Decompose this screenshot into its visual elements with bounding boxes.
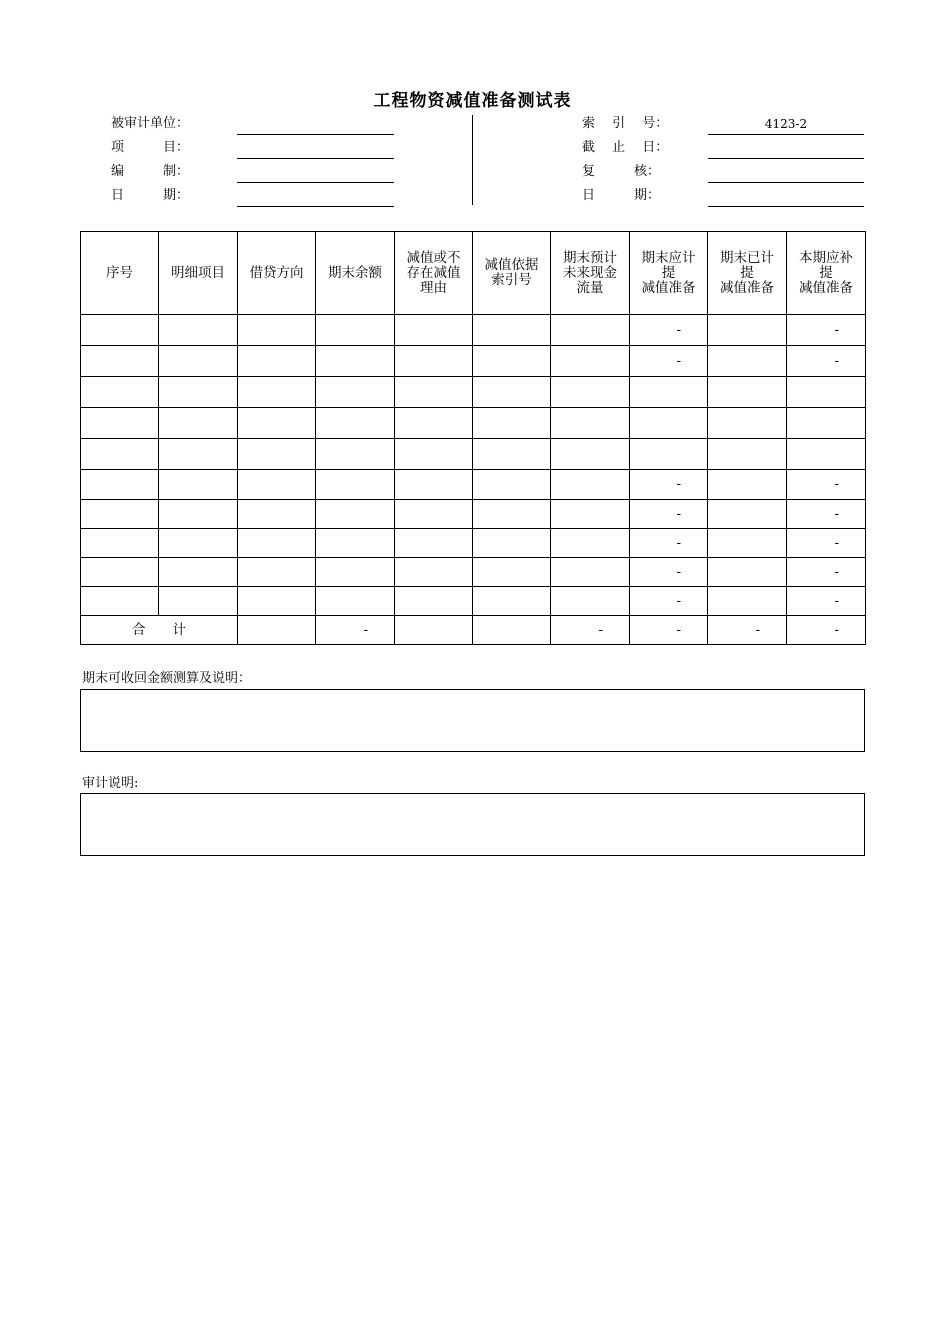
- prepared-by-field[interactable]: [237, 182, 394, 183]
- table-cell[interactable]: [787, 408, 866, 439]
- table-cell[interactable]: [395, 529, 473, 558]
- index-no-field[interactable]: [708, 134, 864, 135]
- table-cell[interactable]: [708, 377, 787, 408]
- table-cell[interactable]: [551, 529, 630, 558]
- table-cell[interactable]: [551, 587, 630, 616]
- column-header: 明细项目: [159, 232, 238, 315]
- table-cell[interactable]: [316, 346, 395, 377]
- project-field[interactable]: [237, 158, 394, 159]
- table-cell[interactable]: [81, 500, 159, 529]
- header-label-index-no: 索 引 号：: [582, 116, 669, 131]
- audited-unit-field[interactable]: [237, 134, 394, 135]
- header-label-project: 项 目：: [111, 140, 190, 155]
- total-cell[interactable]: [238, 616, 316, 645]
- table-cell[interactable]: [395, 439, 473, 470]
- table-cell[interactable]: [473, 500, 551, 529]
- table-cell[interactable]: [551, 500, 630, 529]
- table-cell[interactable]: [395, 315, 473, 346]
- index-no-value: 4123-2: [764, 117, 808, 131]
- date-left-field[interactable]: [237, 206, 394, 207]
- table-cell[interactable]: [551, 558, 630, 587]
- table-cell[interactable]: [81, 439, 159, 470]
- table-cell[interactable]: -: [787, 470, 866, 500]
- table-cell[interactable]: [708, 408, 787, 439]
- table-cell[interactable]: -: [630, 558, 708, 587]
- table-cell[interactable]: [551, 346, 630, 377]
- table-cell[interactable]: [159, 439, 238, 470]
- table-cell[interactable]: [630, 408, 708, 439]
- table-cell[interactable]: [81, 315, 159, 346]
- table-cell[interactable]: [316, 439, 395, 470]
- table-cell[interactable]: [159, 529, 238, 558]
- table-cell[interactable]: [159, 470, 238, 500]
- table-cell[interactable]: -: [630, 500, 708, 529]
- table-cell[interactable]: [630, 377, 708, 408]
- table-cell[interactable]: [159, 377, 238, 408]
- table-cell[interactable]: [551, 470, 630, 500]
- total-cell[interactable]: [395, 616, 473, 645]
- table-cell[interactable]: [787, 439, 866, 470]
- audit-notes-label: 审计说明:: [82, 776, 139, 791]
- table-cell[interactable]: [316, 408, 395, 439]
- table-cell[interactable]: [159, 558, 238, 587]
- table-cell[interactable]: [473, 587, 551, 616]
- table-cell[interactable]: [238, 529, 316, 558]
- table-cell[interactable]: [159, 408, 238, 439]
- table-cell[interactable]: [395, 377, 473, 408]
- table-cell[interactable]: [159, 315, 238, 346]
- table-cell[interactable]: [81, 470, 159, 500]
- recoverable-amount-label: 期末可收回金额测算及说明：: [82, 671, 252, 686]
- table-cell[interactable]: [81, 346, 159, 377]
- table-cell[interactable]: [551, 377, 630, 408]
- table-cell[interactable]: [395, 346, 473, 377]
- cutoff-date-field[interactable]: [708, 158, 864, 159]
- table-cell[interactable]: [473, 529, 551, 558]
- table-cell[interactable]: [238, 346, 316, 377]
- table-row: [81, 315, 866, 346]
- table-cell[interactable]: [708, 558, 787, 587]
- header-label-reviewer: 复 核：: [582, 164, 661, 179]
- column-header: 借贷方向: [238, 232, 316, 315]
- table-header-row: [81, 232, 866, 315]
- table-cell[interactable]: [159, 587, 238, 616]
- table-cell[interactable]: [473, 408, 551, 439]
- table-cell[interactable]: [708, 315, 787, 346]
- table-row: [81, 377, 866, 408]
- table-cell[interactable]: [81, 529, 159, 558]
- table-cell[interactable]: [81, 558, 159, 587]
- table-cell[interactable]: [316, 377, 395, 408]
- table-cell[interactable]: [238, 470, 316, 500]
- table-row: [81, 558, 866, 587]
- table-cell[interactable]: -: [630, 529, 708, 558]
- total-row: [81, 616, 866, 645]
- header-label-date-left: 日 期：: [111, 188, 190, 203]
- table-cell[interactable]: -: [630, 346, 708, 377]
- audit-notes-box[interactable]: [80, 793, 865, 856]
- column-header: 期末预计 未来现金 流量: [551, 232, 630, 315]
- table-cell[interactable]: [395, 408, 473, 439]
- table-cell[interactable]: [238, 587, 316, 616]
- table-cell[interactable]: [708, 587, 787, 616]
- reviewer-field[interactable]: [708, 182, 864, 183]
- table-cell[interactable]: [316, 587, 395, 616]
- table-cell[interactable]: [551, 315, 630, 346]
- header-label-audited-unit: 被审计单位：: [111, 116, 190, 131]
- total-label: 合 计: [81, 616, 238, 645]
- page-title: 工程物资减值准备测试表: [373, 91, 572, 111]
- table-cell[interactable]: [238, 315, 316, 346]
- table-cell[interactable]: [316, 470, 395, 500]
- table-cell[interactable]: [316, 315, 395, 346]
- column-header: 期末余额: [316, 232, 395, 315]
- table-row: [81, 439, 866, 470]
- total-cell[interactable]: -: [316, 616, 395, 645]
- table-cell[interactable]: -: [630, 315, 708, 346]
- table-cell[interactable]: [238, 558, 316, 587]
- table-cell[interactable]: [159, 346, 238, 377]
- table-cell[interactable]: -: [787, 500, 866, 529]
- table-cell[interactable]: -: [787, 346, 866, 377]
- column-header: 期末应计 提 减值准备: [630, 232, 708, 315]
- table-cell[interactable]: [473, 377, 551, 408]
- total-cell[interactable]: -: [630, 616, 708, 645]
- column-header: 减值或不 存在减值 理由: [395, 232, 473, 315]
- table-cell[interactable]: [395, 470, 473, 500]
- table-cell[interactable]: [708, 470, 787, 500]
- column-header: 本期应补 提 减值准备: [787, 232, 866, 315]
- table-cell[interactable]: [708, 346, 787, 377]
- table-cell[interactable]: -: [787, 587, 866, 616]
- table-cell[interactable]: [238, 408, 316, 439]
- date-right-field[interactable]: [708, 206, 864, 207]
- table-row: [81, 408, 866, 439]
- table-cell[interactable]: [159, 500, 238, 529]
- table-cell[interactable]: -: [787, 558, 866, 587]
- column-header: 减值依据 索引号: [473, 232, 551, 315]
- total-cell[interactable]: -: [708, 616, 787, 645]
- table-cell[interactable]: [238, 500, 316, 529]
- table-cell[interactable]: [395, 558, 473, 587]
- header-label-cutoff-date: 截 止 日：: [582, 140, 669, 155]
- total-cell[interactable]: [473, 616, 551, 645]
- table-cell[interactable]: [238, 377, 316, 408]
- table-cell[interactable]: [473, 558, 551, 587]
- table-cell[interactable]: [81, 408, 159, 439]
- table-cell[interactable]: [551, 408, 630, 439]
- table-cell[interactable]: [81, 587, 159, 616]
- table-cell[interactable]: -: [630, 587, 708, 616]
- table-cell[interactable]: [630, 439, 708, 470]
- table-cell[interactable]: [473, 439, 551, 470]
- table-cell[interactable]: [787, 377, 866, 408]
- table-row: [81, 529, 866, 558]
- table-cell[interactable]: [395, 587, 473, 616]
- table-cell[interactable]: -: [630, 470, 708, 500]
- table-cell[interactable]: [395, 500, 473, 529]
- table-cell[interactable]: [473, 470, 551, 500]
- header-divider: [472, 115, 473, 205]
- header-label-date-right: 日 期：: [582, 188, 661, 203]
- total-cell[interactable]: -: [787, 616, 866, 645]
- table-cell[interactable]: [316, 500, 395, 529]
- table-cell[interactable]: [316, 529, 395, 558]
- table-cell[interactable]: [316, 558, 395, 587]
- table-cell[interactable]: [551, 439, 630, 470]
- table-row: [81, 500, 866, 529]
- column-header: 序号: [81, 232, 159, 315]
- recoverable-amount-box[interactable]: [80, 689, 865, 752]
- table-row: [81, 470, 866, 500]
- table-cell[interactable]: [81, 377, 159, 408]
- table-cell[interactable]: [238, 439, 316, 470]
- header-label-prepared-by: 编 制：: [111, 164, 190, 179]
- impairment-test-table: [80, 231, 866, 645]
- table-cell[interactable]: -: [787, 315, 866, 346]
- table-cell[interactable]: [708, 500, 787, 529]
- table-cell[interactable]: -: [787, 529, 866, 558]
- table-cell[interactable]: [708, 529, 787, 558]
- total-cell[interactable]: -: [551, 616, 630, 645]
- table-cell[interactable]: [473, 315, 551, 346]
- table-cell[interactable]: [708, 439, 787, 470]
- table-row: [81, 346, 866, 377]
- table-cell[interactable]: [473, 346, 551, 377]
- column-header: 期末已计 提 减值准备: [708, 232, 787, 315]
- table-row: [81, 587, 866, 616]
